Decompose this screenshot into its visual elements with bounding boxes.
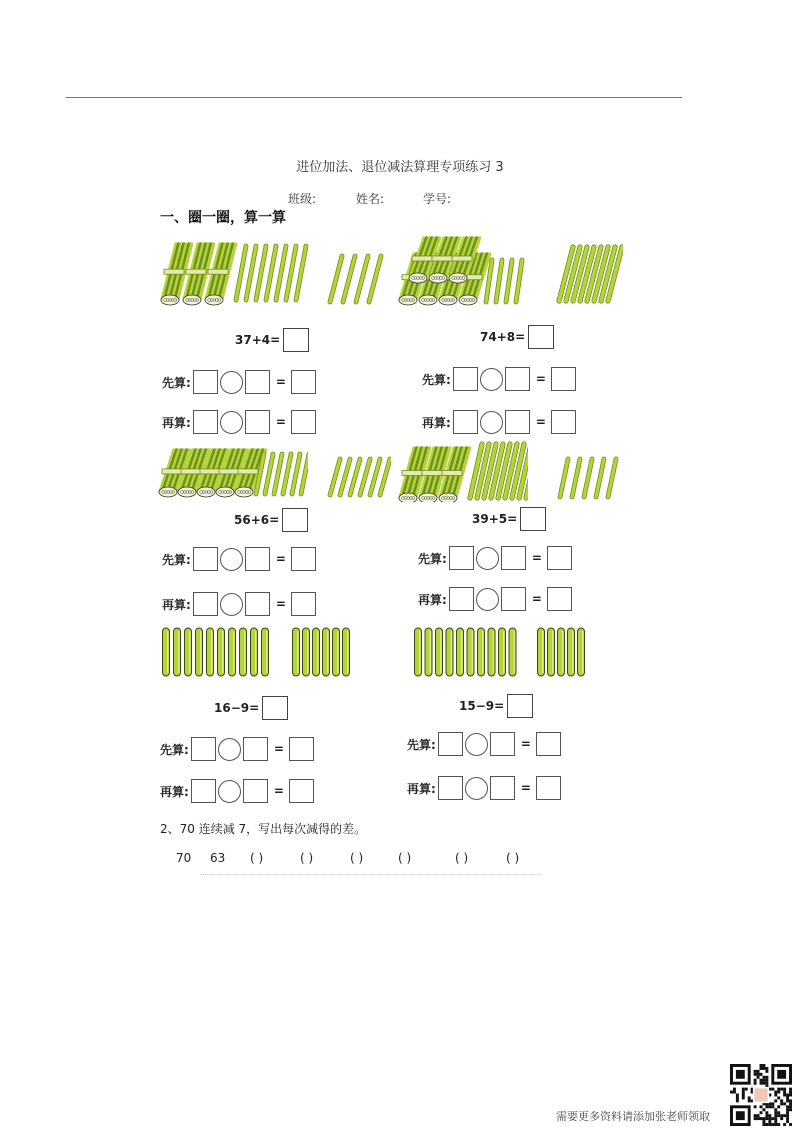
result-box[interactable] bbox=[536, 732, 561, 756]
sequence-blank[interactable]: ( ) bbox=[506, 851, 520, 865]
sequence-blank[interactable]: ( ) bbox=[455, 851, 469, 865]
result-box[interactable] bbox=[547, 546, 572, 570]
operator-circle[interactable] bbox=[465, 733, 488, 756]
operand-box[interactable] bbox=[453, 410, 478, 434]
sticks-6 bbox=[325, 455, 391, 499]
result-box[interactable] bbox=[289, 779, 314, 803]
problem-5-first-step bbox=[160, 737, 314, 761]
operator-circle[interactable] bbox=[220, 548, 243, 571]
problem-4-first-step bbox=[418, 546, 572, 570]
sequence-blank[interactable]: ( ) bbox=[350, 851, 364, 865]
problem-2 bbox=[480, 325, 554, 349]
then-step-label: 再算: bbox=[162, 415, 191, 430]
first-step-label: 先算: bbox=[162, 375, 191, 390]
problem-3-expression: 56+6= bbox=[234, 513, 280, 527]
operator-circle[interactable] bbox=[220, 371, 243, 394]
operand-box[interactable] bbox=[243, 737, 268, 761]
bundles-39 bbox=[398, 440, 528, 502]
then-step-label: 再算: bbox=[407, 781, 436, 796]
then-step-label: 再算: bbox=[160, 784, 189, 799]
operand-box[interactable] bbox=[191, 779, 216, 803]
problem-2-first-step bbox=[422, 367, 576, 391]
problem-2-then-step bbox=[422, 410, 576, 434]
operand-box[interactable] bbox=[505, 367, 530, 391]
equals-sign: = bbox=[273, 784, 284, 798]
result-box[interactable] bbox=[291, 547, 316, 571]
problem-6-then-step bbox=[407, 776, 561, 800]
sticks-15-ten bbox=[410, 624, 525, 680]
operand-box[interactable] bbox=[193, 547, 218, 571]
operand-box[interactable] bbox=[245, 592, 270, 616]
class-label: 班级: bbox=[288, 192, 317, 206]
problem-6-first-step bbox=[407, 732, 561, 756]
result-box[interactable] bbox=[291, 410, 316, 434]
problem-2-expression: 74+8= bbox=[480, 330, 526, 344]
result-box[interactable] bbox=[547, 587, 572, 611]
sticks-8 bbox=[553, 243, 623, 305]
result-box[interactable] bbox=[551, 367, 576, 391]
problem-3-answer-box[interactable] bbox=[282, 508, 308, 532]
equals-sign: = bbox=[520, 737, 531, 751]
equals-sign: = bbox=[273, 742, 284, 756]
operator-circle[interactable] bbox=[218, 738, 241, 761]
problem-1-expression: 37+4= bbox=[235, 333, 281, 347]
sticks-5 bbox=[554, 455, 620, 501]
equals-sign: = bbox=[275, 415, 286, 429]
first-step-label: 先算: bbox=[418, 551, 447, 566]
equals-sign: = bbox=[520, 781, 531, 795]
problem-3-first-step bbox=[162, 547, 316, 571]
sticks-4 bbox=[324, 252, 388, 306]
operand-box[interactable] bbox=[193, 370, 218, 394]
sequence-item: 63 bbox=[210, 851, 226, 865]
first-step-label: 先算: bbox=[422, 372, 451, 387]
operand-box[interactable] bbox=[245, 410, 270, 434]
operator-circle[interactable] bbox=[476, 547, 499, 570]
then-step-label: 再算: bbox=[162, 597, 191, 612]
sticks-15-five bbox=[533, 624, 589, 680]
name-label: 姓名: bbox=[356, 192, 385, 206]
worksheet-title: 进位加法、退位减法算理专项练习 3 bbox=[296, 160, 504, 175]
bundles-56 bbox=[158, 448, 308, 500]
problem-6-answer-box[interactable] bbox=[507, 694, 533, 718]
result-box[interactable] bbox=[536, 776, 561, 800]
sticks-16-six bbox=[288, 624, 354, 680]
operand-box[interactable] bbox=[501, 587, 526, 611]
operator-circle[interactable] bbox=[220, 593, 243, 616]
problem-1-answer-box[interactable] bbox=[283, 328, 309, 352]
problem-1 bbox=[235, 328, 309, 352]
sequence-underline bbox=[200, 874, 540, 876]
first-step-label: 先算: bbox=[162, 552, 191, 567]
operand-box[interactable] bbox=[438, 776, 463, 800]
result-box[interactable] bbox=[551, 410, 576, 434]
then-step-label: 再算: bbox=[422, 415, 451, 430]
operand-box[interactable] bbox=[453, 367, 478, 391]
result-box[interactable] bbox=[289, 737, 314, 761]
equals-sign: = bbox=[531, 551, 542, 565]
problem-5-expression: 16−9= bbox=[214, 701, 260, 715]
equals-sign: = bbox=[535, 415, 546, 429]
equals-sign: = bbox=[275, 375, 286, 389]
operand-box[interactable] bbox=[501, 546, 526, 570]
operand-box[interactable] bbox=[505, 410, 530, 434]
result-box[interactable] bbox=[291, 592, 316, 616]
operand-box[interactable] bbox=[193, 592, 218, 616]
equals-sign: = bbox=[535, 372, 546, 386]
footer-note: 需要更多资料请添加张老师领取 bbox=[556, 1110, 710, 1123]
operand-box[interactable] bbox=[490, 732, 515, 756]
bundles-37 bbox=[158, 240, 318, 306]
operand-box[interactable] bbox=[193, 410, 218, 434]
problem-5-then-step bbox=[160, 779, 314, 803]
problem-4-expression: 39+5= bbox=[472, 512, 518, 526]
top-rule bbox=[66, 97, 682, 98]
first-step-label: 先算: bbox=[160, 742, 189, 757]
problem-1-first-step bbox=[162, 370, 316, 394]
student-id-label: 学号: bbox=[423, 192, 452, 206]
equals-sign: = bbox=[531, 592, 542, 606]
operator-circle[interactable] bbox=[476, 588, 499, 611]
operand-box[interactable] bbox=[245, 547, 270, 571]
problem-5 bbox=[214, 696, 288, 720]
problem-3 bbox=[234, 508, 308, 532]
problem-2-answer-box[interactable] bbox=[528, 325, 554, 349]
operand-box[interactable] bbox=[449, 587, 474, 611]
bundles-74 bbox=[398, 236, 528, 306]
equals-sign: = bbox=[275, 552, 286, 566]
problem-6 bbox=[459, 694, 533, 718]
operand-box[interactable] bbox=[243, 779, 268, 803]
qr-code-icon bbox=[730, 1064, 792, 1126]
problem-4-then-step bbox=[418, 587, 572, 611]
operand-box[interactable] bbox=[438, 732, 463, 756]
sticks-16-ten bbox=[158, 624, 278, 680]
then-step-label: 再算: bbox=[418, 592, 447, 607]
sequence-item: 70 bbox=[176, 851, 192, 865]
sequence-blank[interactable]: ( ) bbox=[250, 851, 264, 865]
operator-circle[interactable] bbox=[218, 780, 241, 803]
section-1-title: 一、圈一圈，算一算 bbox=[160, 210, 286, 226]
problem-6-expression: 15−9= bbox=[459, 699, 505, 713]
result-box[interactable] bbox=[291, 370, 316, 394]
operand-box[interactable] bbox=[490, 776, 515, 800]
operand-box[interactable] bbox=[191, 737, 216, 761]
problem-3-then-step bbox=[162, 592, 316, 616]
operator-circle[interactable] bbox=[480, 368, 503, 391]
operator-circle[interactable] bbox=[220, 411, 243, 434]
problem-4 bbox=[472, 507, 546, 531]
problem-4-answer-box[interactable] bbox=[520, 507, 546, 531]
operator-circle[interactable] bbox=[465, 777, 488, 800]
first-step-label: 先算: bbox=[407, 737, 436, 752]
operator-circle[interactable] bbox=[480, 411, 503, 434]
operand-box[interactable] bbox=[245, 370, 270, 394]
problem-1-then-step bbox=[162, 410, 316, 434]
problem-5-answer-box[interactable] bbox=[262, 696, 288, 720]
equals-sign: = bbox=[275, 597, 286, 611]
operand-box[interactable] bbox=[449, 546, 474, 570]
section-2-title: 2、70 连续减 7，写出每次减得的差。 bbox=[160, 822, 367, 836]
sequence-blank[interactable]: ( ) bbox=[398, 851, 412, 865]
sequence-blank[interactable]: ( ) bbox=[300, 851, 314, 865]
